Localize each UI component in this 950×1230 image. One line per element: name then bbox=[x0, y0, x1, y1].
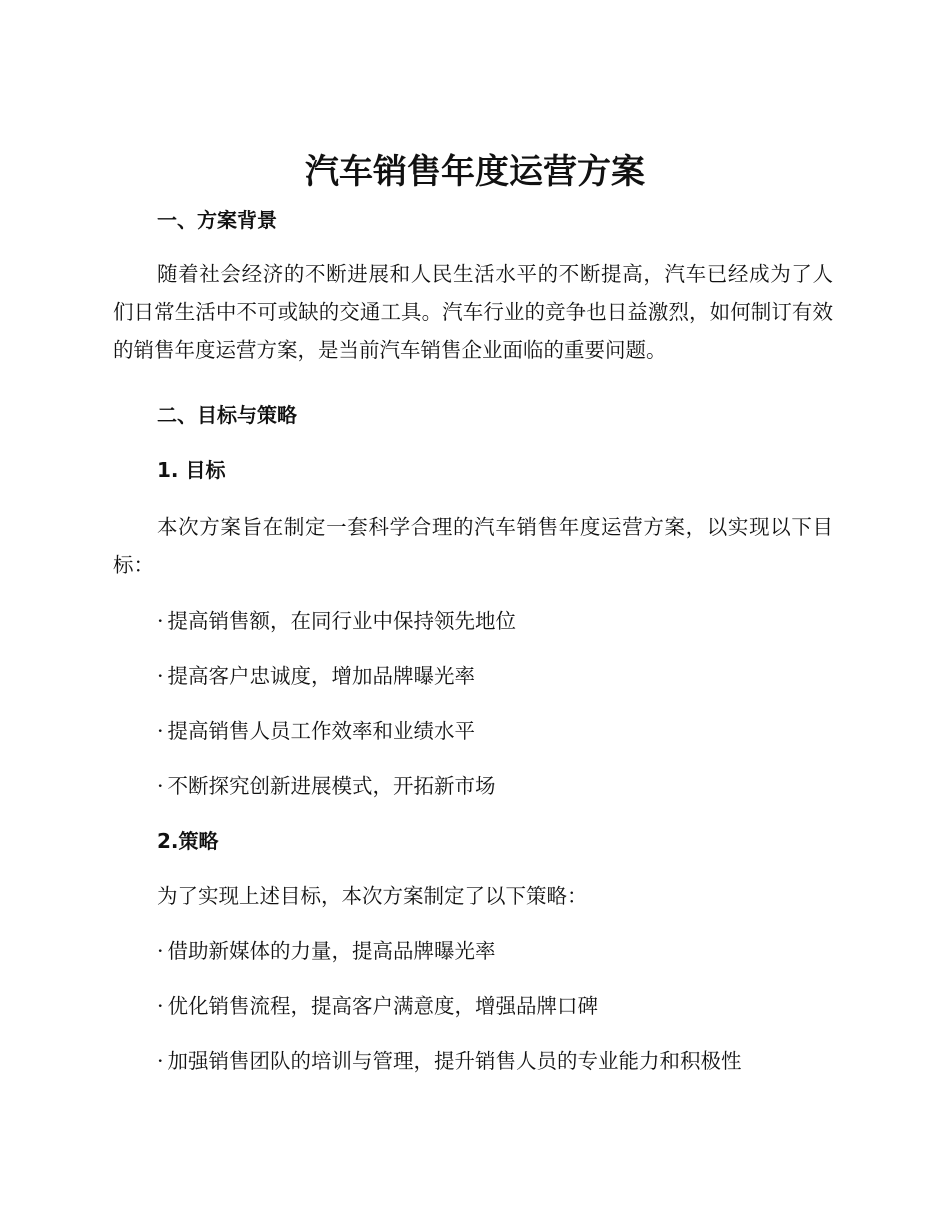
bullet-dot-icon: · bbox=[157, 609, 164, 633]
goal-item bbox=[157, 717, 475, 745]
goal-item-text: 提高客户忠诚度，增加品牌曝光率 bbox=[167, 664, 476, 688]
bullet-dot-icon: · bbox=[157, 994, 164, 1018]
document-title: 汽车销售年度运营方案 bbox=[305, 152, 645, 192]
bullet-dot-icon: · bbox=[157, 1049, 164, 1073]
subheading-goals: 1. 目标 bbox=[157, 458, 226, 482]
strategy-item bbox=[157, 937, 496, 965]
bullet-dot-icon: · bbox=[157, 939, 164, 963]
subheading-strategy: 2.策略 bbox=[157, 829, 219, 853]
strategy-item-text: 加强销售团队的培训与管理，提升销售人员的专业能力和积极性 bbox=[167, 1049, 742, 1073]
strategy-intro: 为了实现上述目标，本次方案制定了以下策略： bbox=[157, 884, 588, 908]
section-heading-background: 一、方案背景 bbox=[157, 208, 277, 232]
goal-item-text: 提高销售人员工作效率和业绩水平 bbox=[167, 719, 476, 743]
strategy-item bbox=[157, 992, 598, 1020]
goal-item bbox=[157, 607, 516, 635]
bullet-dot-icon: · bbox=[157, 664, 164, 688]
goal-item-text: 不断探究创新进展模式，开拓新市场 bbox=[167, 774, 496, 798]
strategy-item-text: 优化销售流程，提高客户满意度，增强品牌口碑 bbox=[167, 994, 599, 1018]
bullet-dot-icon: · bbox=[157, 719, 164, 743]
bullet-dot-icon: · bbox=[157, 774, 164, 798]
goal-item-text: 提高销售额，在同行业中保持领先地位 bbox=[167, 609, 517, 633]
goal-item bbox=[157, 772, 496, 800]
background-paragraph: 随着社会经济的不断进展和人民生活水平的不断提高，汽车已经成为了人们日常生活中不可或缺的交通工具。汽车行业的竞争也日益激烈，如何制订有效的销售年度运营方案，是当前汽车销售企业面临的重要问题。 bbox=[113, 262, 833, 362]
section-heading-goals-strategy: 二、目标与策略 bbox=[157, 403, 297, 427]
strategy-item bbox=[157, 1047, 742, 1075]
goals-intro-paragraph: 本次方案旨在制定一套科学合理的汽车销售年度运营方案，以实现以下目标： bbox=[113, 515, 833, 577]
goal-item bbox=[157, 662, 475, 690]
strategy-item-text: 借助新媒体的力量，提高品牌曝光率 bbox=[167, 939, 496, 963]
